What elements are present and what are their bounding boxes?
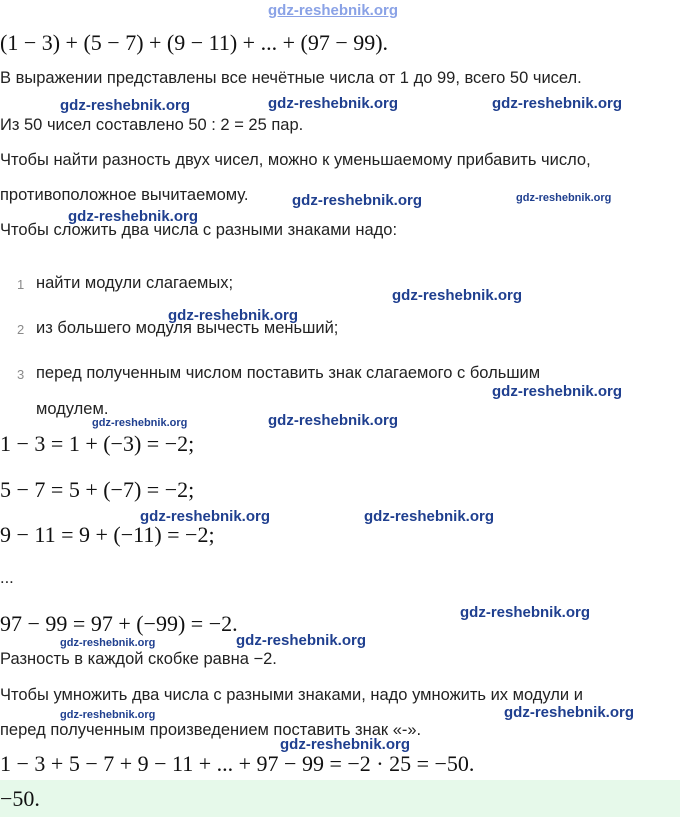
watermark: gdz-reshebnik.org: [492, 95, 623, 112]
step-number: 2: [17, 322, 25, 337]
watermark: gdz-reshebnik.org: [268, 412, 399, 429]
text-difference-rule-1: Чтобы найти разность двух чисел, можно к уменьшаемому прибавить число,: [0, 151, 591, 169]
watermark: gdz-reshebnik.org: [168, 307, 299, 324]
watermark: gdz-reshebnik.org: [280, 736, 411, 753]
watermark: gdz-reshebnik.org: [516, 192, 612, 204]
watermark: gdz-reshebnik.org: [292, 192, 423, 209]
watermark: gdz-reshebnik.org: [392, 287, 523, 304]
text-odd-numbers: В выражении представлены все нечётные числа от 1 до 99, всего 50 чисел.: [0, 69, 582, 87]
equation-3: 9 − 11 = 9 + (−11) = −2;: [0, 522, 215, 547]
step-text-continued: модулем.: [36, 400, 109, 418]
watermark: gdz-reshebnik.org: [364, 508, 495, 525]
watermark: gdz-reshebnik.org: [140, 508, 271, 525]
watermark: gdz-reshebnik.org: [236, 632, 367, 649]
equation-2: 5 − 7 = 5 + (−7) = −2;: [0, 477, 195, 502]
problem-expression: (1 − 3) + (5 − 7) + (9 − 11) + ... + (97 − 99).: [0, 30, 389, 55]
equation-4: 97 − 99 = 97 + (−99) = −2.: [0, 611, 238, 636]
watermark: gdz-reshebnik.org: [268, 95, 399, 112]
watermark: gdz-reshebnik.org: [60, 709, 156, 721]
answer-value: −50.: [0, 786, 40, 811]
step-number: 3: [17, 367, 25, 382]
watermark: gdz-reshebnik.org: [460, 604, 591, 621]
step-text: перед полученным числом поставить знак слагаемого с большим: [36, 364, 541, 382]
text-difference-rule-2: противоположное вычитаемому.: [0, 186, 249, 204]
watermark: gdz-reshebnik.org: [92, 417, 188, 429]
watermark: gdz-reshebnik.org: [60, 97, 191, 114]
watermark: gdz-reshebnik.org: [492, 383, 623, 400]
answer-box: [0, 780, 680, 817]
text-bracket-difference: Разность в каждой скобке равна −2.: [0, 650, 277, 668]
ellipsis: ...: [0, 569, 14, 587]
watermark: gdz-reshebnik.org: [504, 704, 635, 721]
text-multiplication-rule-2: перед полученным произведением поставить знак «-».: [0, 721, 422, 739]
final-equation: 1 − 3 + 5 − 7 + 9 − 11 + ... + 97 − 99 = −2 · 25 = −50.: [0, 751, 475, 776]
text-addition-rule: Чтобы сложить два числа с разными знаками надо:: [0, 221, 398, 239]
watermark: gdz-reshebnik.org: [68, 208, 199, 225]
text-pairs: Из 50 чисел составлено 50 : 2 = 25 пар.: [0, 116, 304, 134]
step-text: из большего модуля вычесть меньший;: [36, 319, 339, 337]
watermark: gdz-reshebnik.org: [60, 637, 156, 649]
text-multiplication-rule-1: Чтобы умножить два числа с разными знаками, надо умножить их модули и: [0, 686, 583, 704]
equation-1: 1 − 3 = 1 + (−3) = −2;: [0, 431, 195, 456]
step-text: найти модули слагаемых;: [36, 274, 234, 292]
step-number: 1: [17, 277, 25, 292]
watermark-top[interactable]: gdz-reshebnik.org: [268, 2, 399, 19]
